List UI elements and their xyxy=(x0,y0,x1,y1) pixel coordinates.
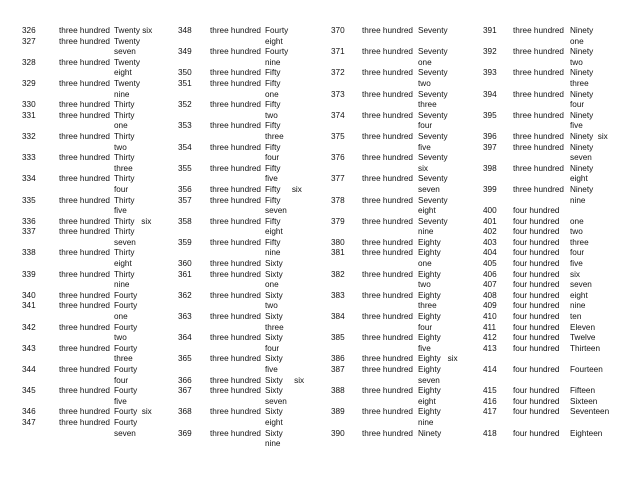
hundreds-word: three hundred xyxy=(210,142,261,152)
number-label: 341 xyxy=(22,301,36,311)
remainder-word: five xyxy=(570,259,583,269)
hundreds-word: three hundred xyxy=(210,333,261,343)
number-label: 378 xyxy=(331,195,345,205)
hundreds-word: three hundred xyxy=(210,312,261,322)
hundreds-word: three hundred xyxy=(513,89,564,99)
remainder-word: Seventy three xyxy=(418,89,448,110)
number-label: 392 xyxy=(483,47,497,57)
remainder-word: Eighty nine xyxy=(418,407,441,427)
number-label: 357 xyxy=(178,195,192,205)
hundreds-word: three hundred xyxy=(210,26,261,35)
remainder-word: Sixteen xyxy=(570,396,598,406)
number-label: 328 xyxy=(22,57,36,67)
hundreds-word: four hundred xyxy=(513,312,560,322)
number-label: 349 xyxy=(178,47,192,57)
number-label: 390 xyxy=(331,428,345,438)
remainder-word: Eighty seven xyxy=(418,365,441,385)
hundreds-word: three hundred xyxy=(362,110,413,120)
hundreds-word: three hundred xyxy=(59,386,110,396)
hundreds-word: four hundred xyxy=(513,301,560,311)
remainder-word: Ninety four xyxy=(570,89,594,110)
hundreds-word: four hundred xyxy=(513,343,560,353)
hundreds-word: three hundred xyxy=(210,428,261,438)
number-label: 409 xyxy=(483,301,497,311)
hundreds-word: three hundred xyxy=(210,100,261,110)
number-label: 380 xyxy=(331,237,345,247)
hundreds-word: three hundred xyxy=(210,184,261,194)
number-label: 334 xyxy=(22,174,36,184)
remainder-word: Fourty seven xyxy=(114,417,138,438)
number-label: 382 xyxy=(331,269,345,279)
remainder-word: two xyxy=(570,227,583,237)
hundreds-word: three hundred xyxy=(513,142,564,152)
number-label: 406 xyxy=(483,269,497,279)
hundreds-word: three hundred xyxy=(513,110,564,120)
number-label: 364 xyxy=(178,333,192,343)
number-label: 379 xyxy=(331,216,345,226)
remainder-word: Seventy seven xyxy=(418,174,448,194)
remainder-word: Fifty nine xyxy=(265,237,281,258)
remainder-word: Fourty five xyxy=(114,386,138,406)
remainder-word: six xyxy=(570,269,581,279)
number-label: 412 xyxy=(483,333,497,343)
remainder-word: Twenty nine xyxy=(114,78,140,99)
hundreds-word: three hundred xyxy=(362,216,413,226)
number-label: 372 xyxy=(331,68,345,78)
remainder-word: Eighty four xyxy=(418,312,441,332)
remainder-word: Seventy nine xyxy=(418,216,448,237)
number-label: 348 xyxy=(178,26,192,35)
number-label: 418 xyxy=(483,428,497,438)
hundreds-word: three hundred xyxy=(513,184,564,194)
hundreds-word: three hundred xyxy=(210,216,261,226)
remainder-word: ten xyxy=(570,312,582,322)
number-label: 383 xyxy=(331,290,345,300)
remainder-word: Fourty two xyxy=(114,322,138,343)
number-label: 375 xyxy=(331,131,345,141)
hundreds-word: four hundred xyxy=(513,386,560,396)
remainder-word: Fourty three xyxy=(114,343,138,364)
number-label: 398 xyxy=(483,163,497,173)
remainder-word: Seventeen xyxy=(570,407,610,417)
hundreds-word: four hundred xyxy=(513,428,560,438)
remainder-word: Eighteen xyxy=(570,428,603,438)
hundreds-word: three hundred xyxy=(362,89,413,99)
hundreds-word: four hundred xyxy=(513,365,560,374)
number-label: 332 xyxy=(22,131,36,141)
hundreds-word: three hundred xyxy=(59,407,110,417)
remainder-word: four xyxy=(570,248,585,258)
number-label: 414 xyxy=(483,365,497,374)
number-label: 368 xyxy=(178,407,192,417)
remainder-word: Fifty one xyxy=(265,78,281,99)
number-label: 342 xyxy=(22,322,36,332)
remainder-word: Fourty one xyxy=(114,301,138,322)
number-label: 377 xyxy=(331,174,345,184)
remainder-word: Thirty two xyxy=(114,131,135,152)
hundreds-word: three hundred xyxy=(513,47,564,57)
number-label: 326 xyxy=(22,26,36,35)
remainder-word: Sixty xyxy=(265,259,283,269)
hundreds-word: three hundred xyxy=(362,174,413,184)
hundreds-word: three hundred xyxy=(59,26,110,35)
remainder-word: Twenty seven xyxy=(114,36,140,57)
remainder-word: Fifty three xyxy=(265,121,284,141)
number-label: 401 xyxy=(483,216,497,226)
number-label: 385 xyxy=(331,333,345,343)
hundreds-word: three hundred xyxy=(210,237,261,247)
hundreds-word: three hundred xyxy=(513,26,564,35)
hundreds-word: three hundred xyxy=(59,301,110,311)
number-label: 411 xyxy=(483,322,497,332)
remainder-word: Thirty xyxy=(114,100,135,110)
number-label: 391 xyxy=(483,26,497,35)
remainder-word: Seventy xyxy=(418,26,448,35)
remainder-word: Ninety two xyxy=(570,47,594,67)
number-label: 394 xyxy=(483,89,497,99)
number-label: 361 xyxy=(178,269,192,279)
hundreds-word: three hundred xyxy=(210,269,261,279)
number-label: 371 xyxy=(331,47,345,57)
remainder-word: Eighty one xyxy=(418,248,441,269)
number-label: 350 xyxy=(178,68,192,78)
hundreds-word: three hundred xyxy=(362,312,413,322)
remainder-word: Fifty six xyxy=(265,184,302,194)
hundreds-word: three hundred xyxy=(210,375,261,385)
hundreds-word: three hundred xyxy=(59,131,110,141)
remainder-word: eight xyxy=(570,290,588,300)
remainder-word: Fifteen xyxy=(570,386,596,396)
number-label: 415 xyxy=(483,386,497,396)
hundreds-word: three hundred xyxy=(210,407,261,417)
number-label: 387 xyxy=(331,365,345,374)
number-label: 331 xyxy=(22,110,36,120)
number-label: 386 xyxy=(331,354,345,364)
number-word-sheet xyxy=(0,26,638,486)
number-label: 353 xyxy=(178,121,192,131)
remainder-word: Sixty five xyxy=(265,354,283,374)
hundreds-word: four hundred xyxy=(513,280,560,290)
hundreds-word: three hundred xyxy=(362,195,413,205)
remainder-word: Seventy one xyxy=(418,47,448,67)
hundreds-word: four hundred xyxy=(513,269,560,279)
hundreds-word: three hundred xyxy=(362,333,413,343)
number-label: 405 xyxy=(483,259,497,269)
hundreds-word: three hundred xyxy=(362,68,413,78)
number-label: 402 xyxy=(483,227,497,237)
number-label: 396 xyxy=(483,131,497,141)
remainder-word: Eleven xyxy=(570,322,596,332)
hundreds-word: three hundred xyxy=(210,290,261,300)
remainder-word: Fifty two xyxy=(265,100,281,120)
remainder-word: Thirty four xyxy=(114,174,135,194)
hundreds-word: four hundred xyxy=(513,290,560,300)
number-label: 369 xyxy=(178,428,192,438)
hundreds-word: three hundred xyxy=(59,343,110,353)
number-label: 330 xyxy=(22,100,36,110)
remainder-word: Fifty xyxy=(265,68,281,78)
hundreds-word: four hundred xyxy=(513,248,560,258)
remainder-word: Eighty six xyxy=(418,354,458,364)
remainder-word: Fourteen xyxy=(570,365,603,374)
remainder-word: Ninety six xyxy=(570,131,608,141)
hundreds-word: three hundred xyxy=(59,36,110,46)
hundreds-word: three hundred xyxy=(59,290,110,300)
number-label: 370 xyxy=(331,26,345,35)
remainder-word: Sixty seven xyxy=(265,386,287,406)
hundreds-word: three hundred xyxy=(362,354,413,364)
hundreds-word: three hundred xyxy=(362,428,413,438)
number-label: 403 xyxy=(483,237,497,247)
remainder-word: Thirty nine xyxy=(114,269,135,290)
remainder-word: Ninety xyxy=(418,428,442,438)
hundreds-word: three hundred xyxy=(362,407,413,417)
remainder-word: one xyxy=(570,216,584,226)
remainder-word: Thirty one xyxy=(114,110,135,131)
remainder-word: Fifty four xyxy=(265,142,281,163)
number-label: 374 xyxy=(331,110,345,120)
hundreds-word: three hundred xyxy=(210,386,261,396)
remainder-word: Sixty one xyxy=(265,269,283,290)
hundreds-word: three hundred xyxy=(59,110,110,120)
number-label: 333 xyxy=(22,153,36,163)
remainder-word: Seventy five xyxy=(418,131,448,152)
remainder-word: Thirty eight xyxy=(114,248,135,269)
number-label: 340 xyxy=(22,290,36,300)
number-label: 367 xyxy=(178,386,192,396)
remainder-word: Ninety nine xyxy=(570,184,594,205)
number-label: 351 xyxy=(178,78,192,88)
hundreds-word: three hundred xyxy=(59,78,110,88)
number-label: 393 xyxy=(483,68,497,78)
remainder-word: nine xyxy=(570,301,586,311)
number-label: 408 xyxy=(483,290,497,300)
hundreds-word: three hundred xyxy=(210,78,261,88)
remainder-word: Sixty two xyxy=(265,290,283,311)
number-label: 338 xyxy=(22,248,36,258)
remainder-word: Thirteen xyxy=(570,343,601,353)
remainder-word: Thirty seven xyxy=(114,227,136,247)
hundreds-word: three hundred xyxy=(362,365,413,374)
hundreds-word: three hundred xyxy=(362,248,413,258)
hundreds-word: three hundred xyxy=(362,269,413,279)
hundreds-word: four hundred xyxy=(513,333,560,343)
hundreds-word: three hundred xyxy=(59,216,110,226)
hundreds-word: three hundred xyxy=(59,195,110,205)
remainder-word: Thirty three xyxy=(114,153,135,173)
hundreds-word: three hundred xyxy=(59,174,110,184)
number-label: 347 xyxy=(22,417,36,427)
number-label: 366 xyxy=(178,375,192,385)
number-label: 354 xyxy=(178,142,192,152)
number-label: 416 xyxy=(483,396,497,406)
number-label: 365 xyxy=(178,354,192,364)
number-label: 388 xyxy=(331,386,345,396)
remainder-word: Ninety seven xyxy=(570,142,594,163)
hundreds-word: three hundred xyxy=(210,195,261,205)
hundreds-word: three hundred xyxy=(59,57,110,67)
number-label: 404 xyxy=(483,248,497,258)
hundreds-word: three hundred xyxy=(59,227,110,237)
remainder-word: Fourty eight xyxy=(265,26,289,46)
hundreds-word: three hundred xyxy=(59,417,110,427)
hundreds-word: three hundred xyxy=(59,322,110,332)
hundreds-word: three hundred xyxy=(362,290,413,300)
number-label: 362 xyxy=(178,290,192,300)
number-label: 359 xyxy=(178,237,192,247)
hundreds-word: three hundred xyxy=(362,131,413,141)
number-label: 358 xyxy=(178,216,192,226)
remainder-word: Eighty eight xyxy=(418,386,441,406)
number-label: 327 xyxy=(22,36,36,46)
remainder-word: Thirty six xyxy=(114,216,152,226)
remainder-word: Fourty six xyxy=(114,407,152,417)
hundreds-word: three hundred xyxy=(210,354,261,364)
hundreds-word: three hundred xyxy=(513,68,564,78)
number-label: 363 xyxy=(178,312,192,322)
number-label: 413 xyxy=(483,343,497,353)
hundreds-word: three hundred xyxy=(362,47,413,57)
remainder-word: Eighty xyxy=(418,237,441,247)
number-label: 356 xyxy=(178,184,192,194)
remainder-word: Fifty eight xyxy=(265,216,283,237)
number-label: 345 xyxy=(22,386,36,396)
remainder-word: Sixty six xyxy=(265,375,305,385)
remainder-word: Twelve xyxy=(570,333,596,343)
remainder-word: Fourty xyxy=(114,290,138,300)
number-label: 346 xyxy=(22,407,36,417)
number-label: 417 xyxy=(483,407,497,417)
remainder-word: Ninety five xyxy=(570,110,594,131)
number-label: 352 xyxy=(178,100,192,110)
remainder-word: Fifty five xyxy=(265,163,281,184)
hundreds-word: four hundred xyxy=(513,259,560,269)
remainder-word: Seventy four xyxy=(418,110,448,131)
number-label: 384 xyxy=(331,312,345,322)
remainder-word: Thirty five xyxy=(114,195,135,216)
remainder-word: Sixty nine xyxy=(265,428,283,449)
hundreds-word: three hundred xyxy=(210,259,261,269)
hundreds-word: three hundred xyxy=(59,365,110,374)
hundreds-word: four hundred xyxy=(513,227,560,237)
number-label: 373 xyxy=(331,89,345,99)
hundreds-word: three hundred xyxy=(362,26,413,35)
hundreds-word: four hundred xyxy=(513,216,560,226)
remainder-word: Eighty three xyxy=(418,290,441,311)
remainder-word: Eighty two xyxy=(418,269,441,290)
number-label: 410 xyxy=(483,312,497,322)
hundreds-word: three hundred xyxy=(513,163,564,173)
hundreds-word: three hundred xyxy=(210,68,261,78)
remainder-word: Sixty three xyxy=(265,312,284,332)
number-label: 335 xyxy=(22,195,36,205)
number-label: 337 xyxy=(22,227,36,237)
hundreds-word: three hundred xyxy=(59,153,110,163)
remainder-word: Ninety one xyxy=(570,26,594,46)
hundreds-word: three hundred xyxy=(210,163,261,173)
number-label: 407 xyxy=(483,280,497,290)
remainder-word: Seventy two xyxy=(418,68,448,88)
remainder-word: Sixty four xyxy=(265,333,283,353)
hundreds-word: three hundred xyxy=(362,237,413,247)
number-label: 344 xyxy=(22,365,36,374)
remainder-word: Twenty eight xyxy=(114,57,140,78)
remainder-word: Eighty five xyxy=(418,333,441,353)
number-label: 343 xyxy=(22,343,36,353)
remainder-word: Seventy six xyxy=(418,153,448,173)
number-label: 360 xyxy=(178,259,192,269)
number-label: 336 xyxy=(22,216,36,226)
remainder-word: Seventy eight xyxy=(418,195,448,216)
hundreds-word: three hundred xyxy=(59,248,110,258)
hundreds-word: four hundred xyxy=(513,206,560,216)
hundreds-word: three hundred xyxy=(513,131,564,141)
hundreds-word: three hundred xyxy=(362,153,413,163)
number-label: 381 xyxy=(331,248,345,258)
hundreds-word: three hundred xyxy=(210,121,261,131)
hundreds-word: four hundred xyxy=(513,322,560,332)
hundreds-word: four hundred xyxy=(513,237,560,247)
remainder-word: seven xyxy=(570,280,592,290)
number-label: 395 xyxy=(483,110,497,120)
number-label: 329 xyxy=(22,78,36,88)
hundreds-word: four hundred xyxy=(513,407,560,417)
remainder-word: Ninety eight xyxy=(570,163,594,184)
number-label: 389 xyxy=(331,407,345,417)
number-label: 355 xyxy=(178,163,192,173)
hundreds-word: three hundred xyxy=(210,47,261,57)
hundreds-word: four hundred xyxy=(513,396,560,406)
number-label: 400 xyxy=(483,206,497,216)
remainder-word: Sixty eight xyxy=(265,407,283,427)
remainder-word: Fourty nine xyxy=(265,47,289,67)
number-label: 397 xyxy=(483,142,497,152)
remainder-word: Fourty four xyxy=(114,365,138,385)
number-label: 376 xyxy=(331,153,345,163)
remainder-word: Ninety three xyxy=(570,68,594,88)
hundreds-word: three hundred xyxy=(59,100,110,110)
number-label: 399 xyxy=(483,184,497,194)
remainder-word: Fifty seven xyxy=(265,195,287,216)
remainder-word: Twenty six xyxy=(114,26,153,35)
number-label: 339 xyxy=(22,269,36,279)
hundreds-word: three hundred xyxy=(59,269,110,279)
remainder-word: three xyxy=(570,237,589,247)
hundreds-word: three hundred xyxy=(362,386,413,396)
